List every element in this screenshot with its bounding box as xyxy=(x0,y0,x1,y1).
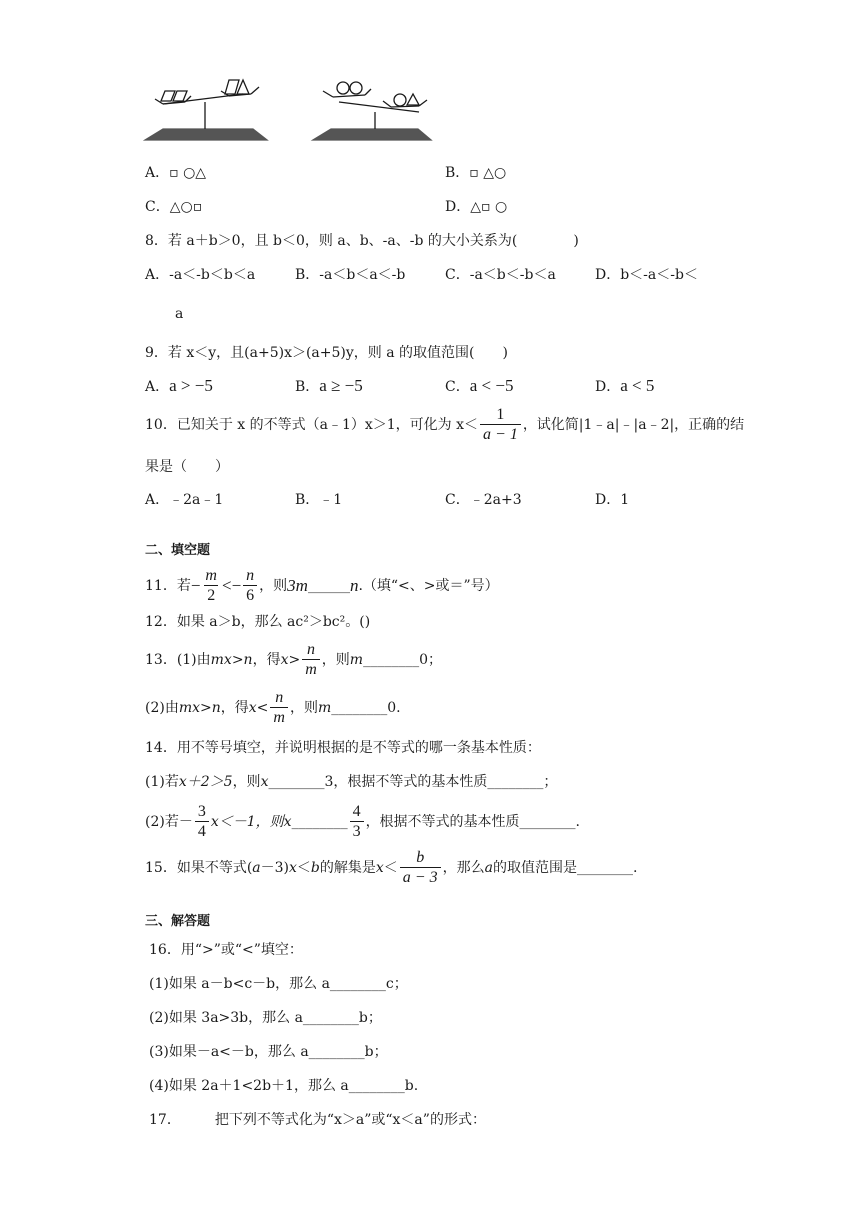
q15-var: x xyxy=(375,859,384,876)
q14-text: (2)若－ xyxy=(145,813,193,830)
numerator: 4 xyxy=(352,803,361,820)
option-letter: B． xyxy=(445,165,470,181)
q14-text: (1)若 xyxy=(145,774,179,790)
q13-m: m xyxy=(317,699,332,716)
q16-item[interactable]: (4)如果 2a＋1<2b＋1，那么 a________b. xyxy=(149,1078,419,1094)
option-letter: A． xyxy=(145,165,170,181)
fraction xyxy=(350,802,364,841)
q17-text: 把下列不等式化为“x＞a”或“x＜a”的形式： xyxy=(214,1112,486,1128)
q10-option-d[interactable]: D．1 xyxy=(595,492,630,508)
q11 xyxy=(145,566,499,605)
balance-scale-figures xyxy=(143,74,443,144)
q14-part2 xyxy=(145,802,580,841)
q14-part1 xyxy=(145,773,557,791)
numerator: n xyxy=(246,567,255,584)
q16-item[interactable]: (2)如果 3a>3b，那么 a________b； xyxy=(149,1010,382,1026)
q13-text: ，则 xyxy=(321,651,350,668)
q16-item[interactable]: (3)如果－a<－b，那么 a________b； xyxy=(149,1044,388,1060)
section-title-fill-in: 二、填空题 xyxy=(145,543,211,558)
q14-text: x＜－1，则 xyxy=(210,813,284,830)
balance-scale-left xyxy=(145,80,267,140)
answer-blank[interactable]: 的取值范围是________. xyxy=(492,859,638,876)
q11-text: .（填“<、>或＝”号） xyxy=(358,577,499,594)
q10-stem-part: 10．已知关于 x 的不等式（a﹣1）x＞1，可化为 x＜ xyxy=(145,416,479,433)
q14-x: x xyxy=(283,813,292,830)
q13-condition: mx>n xyxy=(178,699,221,716)
q8-option-a[interactable]: A．-a＜-b＜b＜a xyxy=(145,267,256,283)
q10-stem-part: ，试化简|1﹣a|﹣|a﹣2|，正确的结 xyxy=(522,416,745,433)
q15-text: 15．如果不等式( xyxy=(145,859,253,876)
denominator: 3 xyxy=(350,821,364,841)
q14-text: ，则 xyxy=(232,774,261,790)
q15-text: 的解集是 xyxy=(319,859,376,876)
numerator: 1 xyxy=(496,406,505,423)
fraction xyxy=(195,802,209,841)
q11-number: 11．若 xyxy=(145,577,191,594)
q13-part1 xyxy=(145,640,442,679)
answer-blank[interactable]: ________0； xyxy=(363,651,442,668)
q15-text: ＜ xyxy=(383,859,398,876)
q15-var: a xyxy=(484,859,493,876)
q7-option-d[interactable] xyxy=(445,198,507,216)
fraction xyxy=(270,688,288,727)
q11-expr: 3m xyxy=(287,575,308,595)
q15-text: ＜ xyxy=(296,859,311,876)
numerator: n xyxy=(275,689,284,706)
minus-sign: − xyxy=(190,575,201,595)
q10-option-c[interactable]: C．﹣2a+3 xyxy=(445,492,522,508)
q9-option-c[interactable] xyxy=(445,377,513,396)
q16-stem: 16．用“>”或“<”填空： xyxy=(149,942,303,958)
q14-expr: x＋2＞5 xyxy=(178,774,233,790)
q15-var: x xyxy=(289,859,297,876)
q7-option-c[interactable] xyxy=(145,198,202,216)
denominator: 2 xyxy=(204,585,218,605)
option-math: a < −5 xyxy=(469,376,514,395)
denominator: m xyxy=(302,659,320,679)
numerator: n xyxy=(307,641,315,658)
numerator: 3 xyxy=(197,803,206,820)
denominator: m xyxy=(270,707,288,727)
q11-text: ，则 xyxy=(259,577,288,594)
q10-stem xyxy=(145,405,744,444)
q9-option-a[interactable] xyxy=(145,377,213,396)
fraction xyxy=(480,405,521,444)
q14-stem: 14．用不等号填空，并说明根据的是不等式的哪一条基本性质： xyxy=(145,740,541,756)
less-than: <− xyxy=(221,575,242,595)
q12: 12．如果 a＞b，那么 ac²＞bc²。() xyxy=(145,614,371,630)
option-letter: D． xyxy=(445,199,471,215)
denominator: a − 3 xyxy=(400,867,441,887)
q8-stem: 8．若 a＋b＞0，且 b＜0，则 a、b、-a、-b 的大小关系为( ) xyxy=(145,233,579,249)
option-math: a < 5 xyxy=(620,376,655,395)
q10-option-b[interactable]: B．﹣1 xyxy=(295,492,343,508)
option-letter: B． xyxy=(295,379,320,395)
q8-option-d[interactable]: D．b＜-a＜-b＜ xyxy=(595,267,698,283)
q13-text: ，得 xyxy=(220,699,249,716)
q15-var: a xyxy=(252,859,261,876)
q13-x: x> xyxy=(280,651,301,668)
q16-item[interactable]: (1)如果 a－b<c－b，那么 a________c； xyxy=(149,976,408,992)
q13-text: ，得 xyxy=(252,651,281,668)
option-text: △○▫ xyxy=(169,199,203,215)
option-letter: D． xyxy=(595,379,621,395)
numerator: m xyxy=(205,567,217,584)
q9-stem: 9．若 x＜y，且(a+5)x＞(a+5)y，则 a 的取值范围( ) xyxy=(145,345,508,361)
answer-blank[interactable]: ________0. xyxy=(331,699,401,716)
q8-option-b[interactable]: B．-a＜b＜a＜-b xyxy=(295,267,406,283)
q13-text: (2)由 xyxy=(145,699,179,716)
q15-text: ，那么 xyxy=(442,859,485,876)
option-math: a > −5 xyxy=(169,376,213,395)
q10-option-a[interactable]: A．﹣2a﹣1 xyxy=(145,492,224,508)
q8-option-c[interactable]: C．-a＜b＜-b＜a xyxy=(445,267,556,283)
q7-option-b[interactable] xyxy=(445,164,506,182)
fraction xyxy=(302,640,320,679)
q14-x: x xyxy=(260,774,269,790)
option-text: △▫ ○ xyxy=(470,199,508,215)
q17 xyxy=(149,1111,486,1129)
q13-x: x< xyxy=(248,699,269,716)
option-letter: A． xyxy=(145,379,170,395)
q15 xyxy=(145,848,637,887)
q15-var: b xyxy=(310,859,320,876)
denominator: a − 1 xyxy=(480,424,521,444)
q11-var: n xyxy=(349,575,359,595)
numerator: b xyxy=(416,849,425,866)
option-letter: C． xyxy=(445,379,470,395)
q13-text: 13．(1)由 xyxy=(145,651,211,668)
q8-option-d-continued: a xyxy=(175,306,184,322)
answer-blank[interactable]: ________3，根据不等式的基本性质________； xyxy=(268,774,558,790)
q7-option-a[interactable] xyxy=(145,164,206,182)
q9-option-b[interactable] xyxy=(295,377,363,396)
q14-text: ，根据不等式的基本性质________. xyxy=(365,813,581,830)
answer-blank[interactable]: ______ xyxy=(307,577,350,594)
fraction xyxy=(202,566,220,605)
denominator: 6 xyxy=(243,585,257,605)
fraction xyxy=(400,848,441,887)
q17-number: 17． xyxy=(149,1112,181,1128)
q10-stem-continued: 果是（ ） xyxy=(145,459,229,475)
q15-text: －3) xyxy=(260,859,290,876)
q9-option-d[interactable] xyxy=(595,377,654,396)
q13-m: m xyxy=(349,651,364,668)
option-letter: C． xyxy=(145,199,170,215)
option-math: a ≥ −5 xyxy=(319,376,363,395)
section-title-solve: 三、解答题 xyxy=(145,914,211,929)
q13-text: ，则 xyxy=(289,699,318,716)
denominator: 4 xyxy=(195,821,209,841)
q13-condition: mx>n xyxy=(210,651,253,668)
answer-blank[interactable]: ________ xyxy=(291,813,348,830)
option-text: ▫ △○ xyxy=(469,165,507,181)
balance-scale-right xyxy=(313,82,431,140)
option-text: ▫ ○△ xyxy=(169,165,207,181)
q13-part2 xyxy=(145,688,401,727)
fraction xyxy=(243,566,257,605)
